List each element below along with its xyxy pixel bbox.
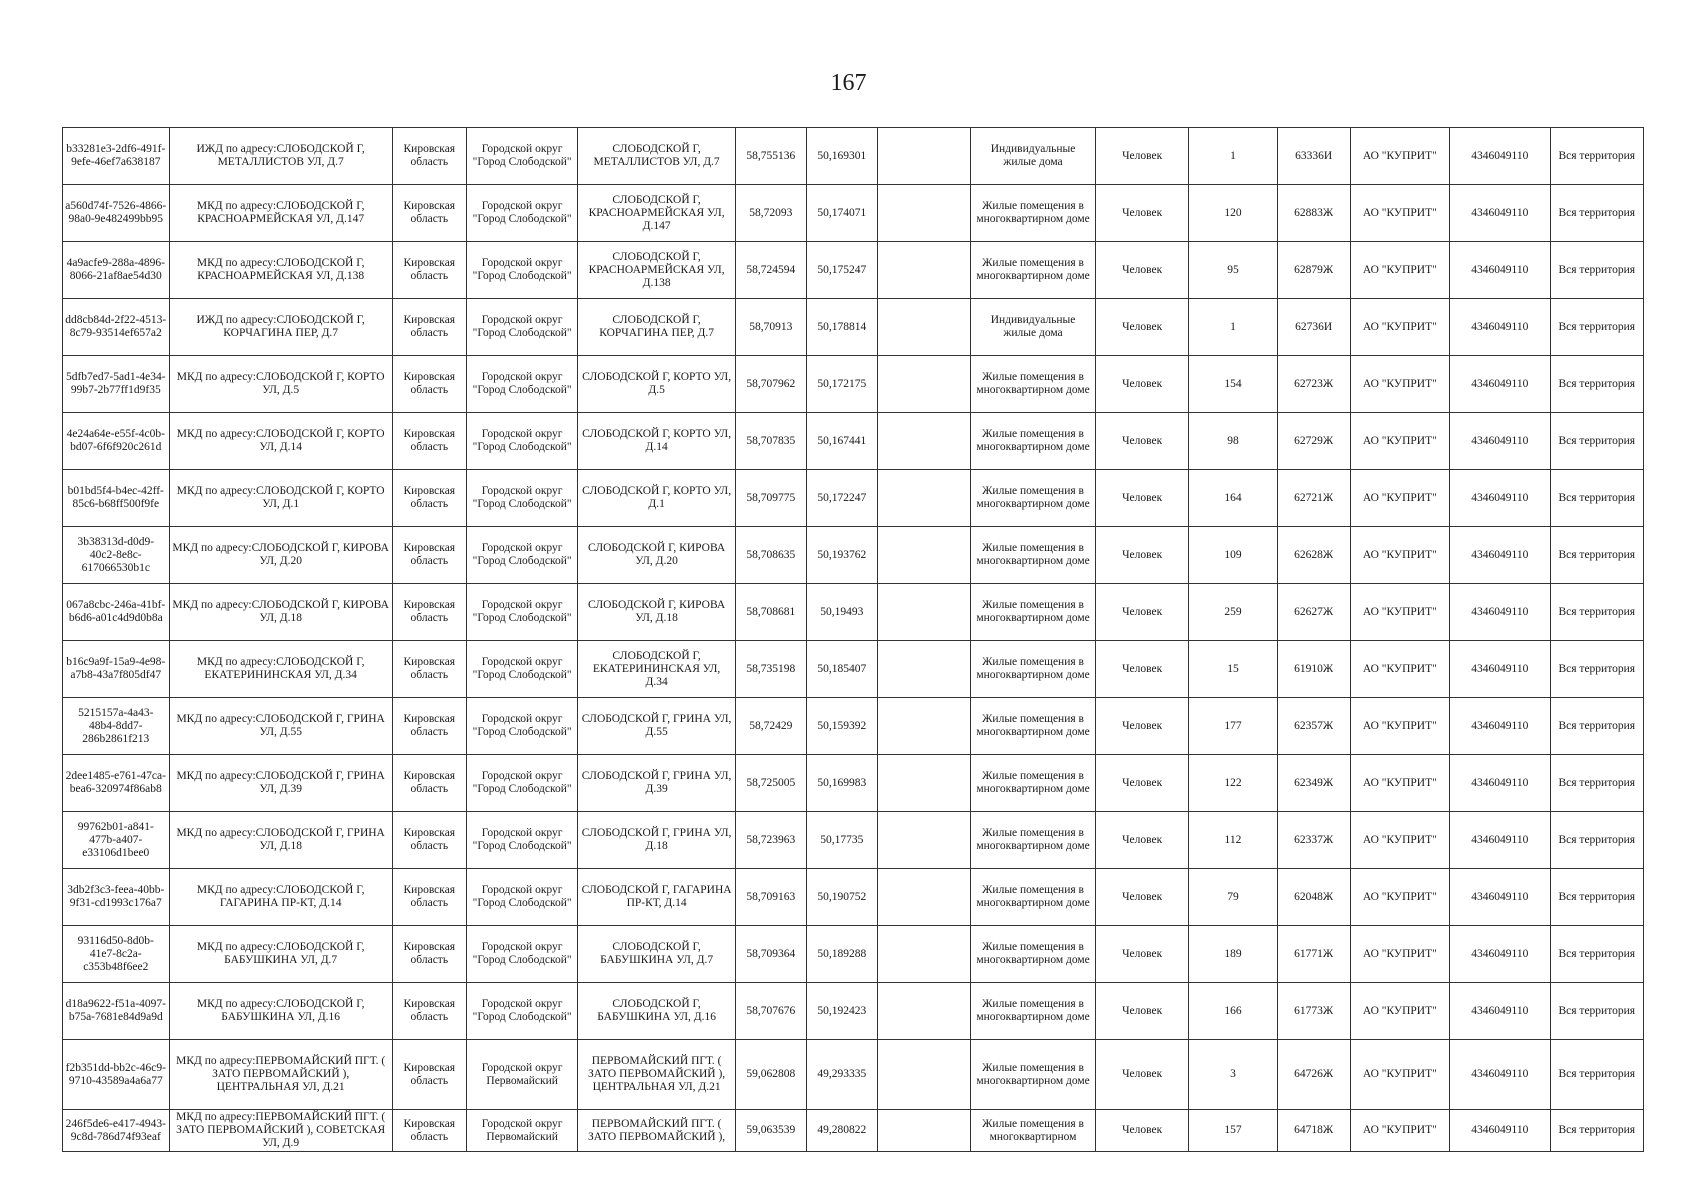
cell-address: ПЕРВОМАЙСКИЙ ПГТ. ( ЗАТО ПЕРВОМАЙСКИЙ ), bbox=[578, 1110, 735, 1152]
cell-inn: 4346049110 bbox=[1450, 983, 1550, 1040]
cell-municipality: Городской округ "Город Слободской" bbox=[466, 698, 578, 755]
cell-count: 15 bbox=[1189, 641, 1277, 698]
cell-territory: Вся территория bbox=[1550, 584, 1643, 641]
cell-address: СЛОБОДСКОЙ Г, БАБУШКИНА УЛ, Д.7 bbox=[578, 926, 735, 983]
cell-id: 5215157a-4a43-48b4-8dd7-286b2861f213 bbox=[63, 698, 170, 755]
cell-operator: АО "КУПРИТ" bbox=[1350, 413, 1449, 470]
cell-territory: Вся территория bbox=[1550, 1110, 1643, 1152]
cell-empty bbox=[877, 413, 970, 470]
cell-category: Жилые помещения в многоквартирном доме bbox=[971, 527, 1096, 584]
cell-object-name: МКД по адресу:СЛОБОДСКОЙ Г, ЕКАТЕРИНИНСКАЯ УЛ, Д.34 bbox=[169, 641, 392, 698]
cell-unit: Человек bbox=[1095, 869, 1188, 926]
cell-municipality: Городской округ "Город Слободской" bbox=[466, 983, 578, 1040]
cell-operator: АО "КУПРИТ" bbox=[1350, 698, 1449, 755]
cell-code: 62883Ж bbox=[1277, 185, 1350, 242]
cell-region: Кировская область bbox=[392, 356, 466, 413]
cell-longitude: 50,175247 bbox=[806, 242, 877, 299]
cell-object-name: МКД по адресу:ПЕРВОМАЙСКИЙ ПГТ. ( ЗАТО ПЕРВОМАЙСКИЙ ), СОВЕТСКАЯ УЛ, Д.9 bbox=[169, 1110, 392, 1152]
cell-code: 62729Ж bbox=[1277, 413, 1350, 470]
cell-id: 4e24a64e-e55f-4c0b-bd07-6f6f920c261d bbox=[63, 413, 170, 470]
cell-latitude: 58,709364 bbox=[735, 926, 806, 983]
cell-empty bbox=[877, 812, 970, 869]
table-row bbox=[63, 128, 1644, 185]
cell-code: 62723Ж bbox=[1277, 356, 1350, 413]
cell-empty bbox=[877, 641, 970, 698]
table-row bbox=[63, 1040, 1644, 1110]
cell-empty bbox=[877, 1110, 970, 1152]
cell-territory: Вся территория bbox=[1550, 356, 1643, 413]
cell-address: СЛОБОДСКОЙ Г, КРАСНОАРМЕЙСКАЯ УЛ, Д.138 bbox=[578, 242, 735, 299]
page-number: 167 bbox=[830, 70, 867, 96]
cell-empty bbox=[877, 128, 970, 185]
cell-empty bbox=[877, 755, 970, 812]
cell-longitude: 50,169301 bbox=[806, 128, 877, 185]
cell-code: 62628Ж bbox=[1277, 527, 1350, 584]
cell-code: 61773Ж bbox=[1277, 983, 1350, 1040]
cell-operator: АО "КУПРИТ" bbox=[1350, 812, 1449, 869]
cell-category: Жилые помещения в многоквартирном доме bbox=[971, 584, 1096, 641]
cell-region: Кировская область bbox=[392, 1040, 466, 1110]
cell-id: 246f5de6-e417-4943-9c8d-786d74f93eaf bbox=[63, 1110, 170, 1152]
cell-code: 64718Ж bbox=[1277, 1110, 1350, 1152]
table-row bbox=[63, 698, 1644, 755]
cell-region: Кировская область bbox=[392, 413, 466, 470]
cell-address: СЛОБОДСКОЙ Г, КРАСНОАРМЕЙСКАЯ УЛ, Д.147 bbox=[578, 185, 735, 242]
cell-object-name: МКД по адресу:СЛОБОДСКОЙ Г, КРАСНОАРМЕЙСКАЯ УЛ, Д.138 bbox=[169, 242, 392, 299]
cell-address: СЛОБОДСКОЙ Г, ГРИНА УЛ, Д.55 bbox=[578, 698, 735, 755]
cell-longitude: 50,172175 bbox=[806, 356, 877, 413]
table-body bbox=[63, 128, 1644, 1152]
cell-unit: Человек bbox=[1095, 527, 1188, 584]
registry-table bbox=[62, 127, 1644, 1152]
cell-count: 259 bbox=[1189, 584, 1277, 641]
cell-address: СЛОБОДСКОЙ Г, ГРИНА УЛ, Д.18 bbox=[578, 812, 735, 869]
cell-category: Жилые помещения в многоквартирном доме bbox=[971, 1040, 1096, 1110]
cell-empty bbox=[877, 869, 970, 926]
cell-region: Кировская область bbox=[392, 470, 466, 527]
cell-object-name: МКД по адресу:СЛОБОДСКОЙ Г, КОРТО УЛ, Д.5 bbox=[169, 356, 392, 413]
table-row bbox=[63, 584, 1644, 641]
cell-unit: Человек bbox=[1095, 1040, 1188, 1110]
cell-category: Жилые помещения в многоквартирном доме bbox=[971, 413, 1096, 470]
cell-category: Жилые помещения в многоквартирном доме bbox=[971, 926, 1096, 983]
cell-latitude: 58,725005 bbox=[735, 755, 806, 812]
cell-region: Кировская область bbox=[392, 755, 466, 812]
cell-region: Кировская область bbox=[392, 983, 466, 1040]
cell-id: b33281e3-2df6-491f-9efe-46ef7a638187 bbox=[63, 128, 170, 185]
cell-longitude: 50,178814 bbox=[806, 299, 877, 356]
cell-count: 1 bbox=[1189, 299, 1277, 356]
cell-longitude: 50,172247 bbox=[806, 470, 877, 527]
cell-operator: АО "КУПРИТ" bbox=[1350, 527, 1449, 584]
cell-latitude: 59,062808 bbox=[735, 1040, 806, 1110]
cell-id: b01bd5f4-b4ec-42ff-85c6-b68ff500f9fe bbox=[63, 470, 170, 527]
cell-longitude: 50,169983 bbox=[806, 755, 877, 812]
cell-code: 62627Ж bbox=[1277, 584, 1350, 641]
cell-region: Кировская область bbox=[392, 812, 466, 869]
cell-empty bbox=[877, 470, 970, 527]
cell-unit: Человек bbox=[1095, 983, 1188, 1040]
cell-region: Кировская область bbox=[392, 242, 466, 299]
cell-territory: Вся территория bbox=[1550, 299, 1643, 356]
cell-category: Жилые помещения в многоквартирном доме bbox=[971, 869, 1096, 926]
cell-object-name: МКД по адресу:СЛОБОДСКОЙ Г, КИРОВА УЛ, Д.20 bbox=[169, 527, 392, 584]
cell-inn: 4346049110 bbox=[1450, 470, 1550, 527]
cell-id: 99762b01-a841-477b-a407-e33106d1bee0 bbox=[63, 812, 170, 869]
cell-latitude: 58,724594 bbox=[735, 242, 806, 299]
table-row bbox=[63, 641, 1644, 698]
cell-latitude: 58,708681 bbox=[735, 584, 806, 641]
table-row bbox=[63, 299, 1644, 356]
cell-address: СЛОБОДСКОЙ Г, КОРЧАГИНА ПЕР, Д.7 bbox=[578, 299, 735, 356]
cell-id: 5dfb7ed7-5ad1-4e34-99b7-2b77ff1d9f35 bbox=[63, 356, 170, 413]
cell-empty bbox=[877, 926, 970, 983]
cell-latitude: 58,70913 bbox=[735, 299, 806, 356]
table-row bbox=[63, 983, 1644, 1040]
table-row bbox=[63, 185, 1644, 242]
cell-inn: 4346049110 bbox=[1450, 869, 1550, 926]
cell-municipality: Городской округ "Город Слободской" bbox=[466, 812, 578, 869]
cell-object-name: МКД по адресу:СЛОБОДСКОЙ Г, КОРТО УЛ, Д.1 bbox=[169, 470, 392, 527]
cell-category: Жилые помещения в многоквартирном bbox=[971, 1110, 1096, 1152]
cell-longitude: 50,159392 bbox=[806, 698, 877, 755]
cell-id: 93116d50-8d0b-41e7-8c2a-c353b48f6ee2 bbox=[63, 926, 170, 983]
cell-latitude: 58,755136 bbox=[735, 128, 806, 185]
cell-category: Жилые помещения в многоквартирном доме bbox=[971, 470, 1096, 527]
cell-operator: АО "КУПРИТ" bbox=[1350, 1110, 1449, 1152]
cell-object-name: МКД по адресу:СЛОБОДСКОЙ Г, ГРИНА УЛ, Д.55 bbox=[169, 698, 392, 755]
cell-object-name: МКД по адресу:СЛОБОДСКОЙ Г, ГРИНА УЛ, Д.18 bbox=[169, 812, 392, 869]
table-row bbox=[63, 1110, 1644, 1152]
cell-territory: Вся территория bbox=[1550, 812, 1643, 869]
cell-latitude: 58,72093 bbox=[735, 185, 806, 242]
cell-inn: 4346049110 bbox=[1450, 1110, 1550, 1152]
cell-code: 64726Ж bbox=[1277, 1040, 1350, 1110]
cell-region: Кировская область bbox=[392, 299, 466, 356]
cell-count: 177 bbox=[1189, 698, 1277, 755]
cell-longitude: 50,174071 bbox=[806, 185, 877, 242]
cell-code: 62879Ж bbox=[1277, 242, 1350, 299]
cell-operator: АО "КУПРИТ" bbox=[1350, 470, 1449, 527]
cell-address: СЛОБОДСКОЙ Г, ГРИНА УЛ, Д.39 bbox=[578, 755, 735, 812]
cell-longitude: 50,17735 bbox=[806, 812, 877, 869]
cell-territory: Вся территория bbox=[1550, 185, 1643, 242]
cell-empty bbox=[877, 242, 970, 299]
cell-id: d18a9622-f51a-4097-b75a-7681e84d9a9d bbox=[63, 983, 170, 1040]
cell-address: СЛОБОДСКОЙ Г, КОРТО УЛ, Д.5 bbox=[578, 356, 735, 413]
cell-code: 61910Ж bbox=[1277, 641, 1350, 698]
cell-unit: Человек bbox=[1095, 299, 1188, 356]
cell-count: 120 bbox=[1189, 185, 1277, 242]
table-row bbox=[63, 755, 1644, 812]
cell-latitude: 58,707962 bbox=[735, 356, 806, 413]
cell-municipality: Городской округ "Город Слободской" bbox=[466, 413, 578, 470]
cell-category: Жилые помещения в многоквартирном доме bbox=[971, 185, 1096, 242]
cell-longitude: 50,185407 bbox=[806, 641, 877, 698]
cell-municipality: Городской округ "Город Слободской" bbox=[466, 527, 578, 584]
cell-municipality: Городской округ "Город Слободской" bbox=[466, 128, 578, 185]
cell-object-name: ИЖД по адресу:СЛОБОДСКОЙ Г, КОРЧАГИНА ПЕР, Д.7 bbox=[169, 299, 392, 356]
cell-territory: Вся территория bbox=[1550, 242, 1643, 299]
cell-operator: АО "КУПРИТ" bbox=[1350, 185, 1449, 242]
table-row bbox=[63, 926, 1644, 983]
cell-region: Кировская область bbox=[392, 869, 466, 926]
cell-unit: Человек bbox=[1095, 356, 1188, 413]
cell-region: Кировская область bbox=[392, 1110, 466, 1152]
cell-count: 164 bbox=[1189, 470, 1277, 527]
cell-address: СЛОБОДСКОЙ Г, ГАГАРИНА ПР-КТ, Д.14 bbox=[578, 869, 735, 926]
cell-inn: 4346049110 bbox=[1450, 185, 1550, 242]
cell-code: 61771Ж bbox=[1277, 926, 1350, 983]
cell-municipality: Городской округ Первомайский bbox=[466, 1040, 578, 1110]
cell-empty bbox=[877, 983, 970, 1040]
cell-territory: Вся территория bbox=[1550, 698, 1643, 755]
cell-inn: 4346049110 bbox=[1450, 527, 1550, 584]
cell-latitude: 58,707835 bbox=[735, 413, 806, 470]
cell-empty bbox=[877, 527, 970, 584]
cell-count: 79 bbox=[1189, 869, 1277, 926]
cell-operator: АО "КУПРИТ" bbox=[1350, 356, 1449, 413]
cell-inn: 4346049110 bbox=[1450, 698, 1550, 755]
cell-code: 62349Ж bbox=[1277, 755, 1350, 812]
table-row bbox=[63, 527, 1644, 584]
cell-operator: АО "КУПРИТ" bbox=[1350, 926, 1449, 983]
cell-operator: АО "КУПРИТ" bbox=[1350, 1040, 1449, 1110]
cell-municipality: Городской округ "Город Слободской" bbox=[466, 185, 578, 242]
cell-latitude: 58,72429 bbox=[735, 698, 806, 755]
table-row bbox=[63, 812, 1644, 869]
cell-object-name: МКД по адресу:СЛОБОДСКОЙ Г, ГРИНА УЛ, Д.39 bbox=[169, 755, 392, 812]
cell-category: Жилые помещения в многоквартирном доме bbox=[971, 641, 1096, 698]
cell-unit: Человек bbox=[1095, 584, 1188, 641]
cell-count: 95 bbox=[1189, 242, 1277, 299]
cell-address: СЛОБОДСКОЙ Г, КОРТО УЛ, Д.14 bbox=[578, 413, 735, 470]
cell-inn: 4346049110 bbox=[1450, 413, 1550, 470]
cell-object-name: МКД по адресу:СЛОБОДСКОЙ Г, КРАСНОАРМЕЙСКАЯ УЛ, Д.147 bbox=[169, 185, 392, 242]
cell-empty bbox=[877, 584, 970, 641]
cell-code: 62337Ж bbox=[1277, 812, 1350, 869]
cell-address: СЛОБОДСКОЙ Г, КОРТО УЛ, Д.1 bbox=[578, 470, 735, 527]
cell-municipality: Городской округ "Город Слободской" bbox=[466, 869, 578, 926]
cell-category: Жилые помещения в многоквартирном доме bbox=[971, 755, 1096, 812]
cell-object-name: МКД по адресу:СЛОБОДСКОЙ Г, КИРОВА УЛ, Д.18 bbox=[169, 584, 392, 641]
cell-unit: Человек bbox=[1095, 698, 1188, 755]
cell-operator: АО "КУПРИТ" bbox=[1350, 869, 1449, 926]
cell-code: 62736И bbox=[1277, 299, 1350, 356]
cell-longitude: 50,189288 bbox=[806, 926, 877, 983]
cell-address: СЛОБОДСКОЙ Г, ЕКАТЕРИНИНСКАЯ УЛ, Д.34 bbox=[578, 641, 735, 698]
cell-longitude: 50,167441 bbox=[806, 413, 877, 470]
cell-municipality: Городской округ "Город Слободской" bbox=[466, 755, 578, 812]
cell-inn: 4346049110 bbox=[1450, 755, 1550, 812]
cell-latitude: 59,063539 bbox=[735, 1110, 806, 1152]
cell-category: Жилые помещения в многоквартирном доме bbox=[971, 812, 1096, 869]
cell-region: Кировская область bbox=[392, 584, 466, 641]
cell-longitude: 49,280822 bbox=[806, 1110, 877, 1152]
cell-address: ПЕРВОМАЙСКИЙ ПГТ. ( ЗАТО ПЕРВОМАЙСКИЙ ), ЦЕНТРАЛЬНАЯ УЛ, Д.21 bbox=[578, 1040, 735, 1110]
cell-count: 166 bbox=[1189, 983, 1277, 1040]
cell-category: Жилые помещения в многоквартирном доме bbox=[971, 356, 1096, 413]
cell-municipality: Городской округ Первомайский bbox=[466, 1110, 578, 1152]
cell-region: Кировская область bbox=[392, 185, 466, 242]
cell-count: 154 bbox=[1189, 356, 1277, 413]
cell-count: 189 bbox=[1189, 926, 1277, 983]
cell-object-name: МКД по адресу:СЛОБОДСКОЙ Г, БАБУШКИНА УЛ, Д.7 bbox=[169, 926, 392, 983]
cell-unit: Человек bbox=[1095, 812, 1188, 869]
cell-municipality: Городской округ "Город Слободской" bbox=[466, 470, 578, 527]
cell-operator: АО "КУПРИТ" bbox=[1350, 242, 1449, 299]
cell-territory: Вся территория bbox=[1550, 983, 1643, 1040]
cell-code: 62357Ж bbox=[1277, 698, 1350, 755]
cell-category: Индивидуальные жилые дома bbox=[971, 299, 1096, 356]
table-row bbox=[63, 869, 1644, 926]
cell-unit: Человек bbox=[1095, 641, 1188, 698]
cell-inn: 4346049110 bbox=[1450, 356, 1550, 413]
cell-empty bbox=[877, 299, 970, 356]
cell-territory: Вся территория bbox=[1550, 641, 1643, 698]
cell-region: Кировская область bbox=[392, 698, 466, 755]
cell-region: Кировская область bbox=[392, 926, 466, 983]
cell-region: Кировская область bbox=[392, 128, 466, 185]
cell-unit: Человек bbox=[1095, 128, 1188, 185]
cell-unit: Человек bbox=[1095, 926, 1188, 983]
cell-object-name: МКД по адресу:СЛОБОДСКОЙ Г, КОРТО УЛ, Д.14 bbox=[169, 413, 392, 470]
cell-territory: Вся территория bbox=[1550, 128, 1643, 185]
cell-id: dd8cb84d-2f22-4513-8c79-93514ef657a2 bbox=[63, 299, 170, 356]
cell-unit: Человек bbox=[1095, 242, 1188, 299]
cell-longitude: 50,193762 bbox=[806, 527, 877, 584]
cell-count: 157 bbox=[1189, 1110, 1277, 1152]
cell-territory: Вся территория bbox=[1550, 470, 1643, 527]
cell-municipality: Городской округ "Город Слободской" bbox=[466, 926, 578, 983]
cell-id: 4a9acfe9-288a-4896-8066-21af8ae54d30 bbox=[63, 242, 170, 299]
cell-inn: 4346049110 bbox=[1450, 242, 1550, 299]
table-row bbox=[63, 413, 1644, 470]
cell-longitude: 50,192423 bbox=[806, 983, 877, 1040]
cell-inn: 4346049110 bbox=[1450, 1040, 1550, 1110]
cell-latitude: 58,708635 bbox=[735, 527, 806, 584]
cell-longitude: 49,293335 bbox=[806, 1040, 877, 1110]
cell-operator: АО "КУПРИТ" bbox=[1350, 755, 1449, 812]
cell-id: 3b38313d-d0d9-40c2-8e8c-617066530b1c bbox=[63, 527, 170, 584]
cell-category: Жилые помещения в многоквартирном доме bbox=[971, 983, 1096, 1040]
cell-count: 98 bbox=[1189, 413, 1277, 470]
cell-code: 62721Ж bbox=[1277, 470, 1350, 527]
cell-region: Кировская область bbox=[392, 641, 466, 698]
cell-code: 62048Ж bbox=[1277, 869, 1350, 926]
cell-address: СЛОБОДСКОЙ Г, КИРОВА УЛ, Д.20 bbox=[578, 527, 735, 584]
cell-count: 3 bbox=[1189, 1040, 1277, 1110]
cell-empty bbox=[877, 698, 970, 755]
cell-category: Индивидуальные жилые дома bbox=[971, 128, 1096, 185]
cell-municipality: Городской округ "Город Слободской" bbox=[466, 584, 578, 641]
cell-object-name: МКД по адресу:СЛОБОДСКОЙ Г, БАБУШКИНА УЛ, Д.16 bbox=[169, 983, 392, 1040]
cell-territory: Вся территория bbox=[1550, 869, 1643, 926]
cell-id: 2dee1485-e761-47ca-bea6-320974f86ab8 bbox=[63, 755, 170, 812]
cell-operator: АО "КУПРИТ" bbox=[1350, 641, 1449, 698]
cell-longitude: 50,19493 bbox=[806, 584, 877, 641]
cell-operator: АО "КУПРИТ" bbox=[1350, 128, 1449, 185]
cell-latitude: 58,709163 bbox=[735, 869, 806, 926]
cell-municipality: Городской округ "Город Слободской" bbox=[466, 356, 578, 413]
cell-region: Кировская область bbox=[392, 527, 466, 584]
cell-territory: Вся территория bbox=[1550, 527, 1643, 584]
cell-category: Жилые помещения в многоквартирном доме bbox=[971, 242, 1096, 299]
cell-municipality: Городской округ "Город Слободской" bbox=[466, 299, 578, 356]
cell-address: СЛОБОДСКОЙ Г, МЕТАЛЛИСТОВ УЛ, Д.7 bbox=[578, 128, 735, 185]
cell-empty bbox=[877, 1040, 970, 1110]
cell-count: 112 bbox=[1189, 812, 1277, 869]
cell-category: Жилые помещения в многоквартирном доме bbox=[971, 698, 1096, 755]
cell-inn: 4346049110 bbox=[1450, 926, 1550, 983]
table-row bbox=[63, 470, 1644, 527]
cell-latitude: 58,707676 bbox=[735, 983, 806, 1040]
cell-operator: АО "КУПРИТ" bbox=[1350, 299, 1449, 356]
cell-object-name: ИЖД по адресу:СЛОБОДСКОЙ Г, МЕТАЛЛИСТОВ УЛ, Д.7 bbox=[169, 128, 392, 185]
cell-municipality: Городской округ "Город Слободской" bbox=[466, 641, 578, 698]
cell-inn: 4346049110 bbox=[1450, 128, 1550, 185]
cell-inn: 4346049110 bbox=[1450, 299, 1550, 356]
cell-municipality: Городской округ "Город Слободской" bbox=[466, 242, 578, 299]
cell-operator: АО "КУПРИТ" bbox=[1350, 584, 1449, 641]
cell-latitude: 58,709775 bbox=[735, 470, 806, 527]
cell-inn: 4346049110 bbox=[1450, 812, 1550, 869]
cell-unit: Человек bbox=[1095, 470, 1188, 527]
cell-address: СЛОБОДСКОЙ Г, КИРОВА УЛ, Д.18 bbox=[578, 584, 735, 641]
cell-unit: Человек bbox=[1095, 185, 1188, 242]
cell-object-name: МКД по адресу:ПЕРВОМАЙСКИЙ ПГТ. ( ЗАТО ПЕРВОМАЙСКИЙ ), ЦЕНТРАЛЬНАЯ УЛ, Д.21 bbox=[169, 1040, 392, 1110]
cell-territory: Вся территория bbox=[1550, 926, 1643, 983]
cell-territory: Вся территория bbox=[1550, 413, 1643, 470]
cell-inn: 4346049110 bbox=[1450, 584, 1550, 641]
cell-latitude: 58,735198 bbox=[735, 641, 806, 698]
cell-operator: АО "КУПРИТ" bbox=[1350, 983, 1449, 1040]
cell-id: 067a8cbc-246a-41bf-b6d6-a01c4d9d0b8a bbox=[63, 584, 170, 641]
table-row bbox=[63, 356, 1644, 413]
cell-address: СЛОБОДСКОЙ Г, БАБУШКИНА УЛ, Д.16 bbox=[578, 983, 735, 1040]
cell-latitude: 58,723963 bbox=[735, 812, 806, 869]
cell-count: 122 bbox=[1189, 755, 1277, 812]
cell-empty bbox=[877, 185, 970, 242]
cell-id: b16c9a9f-15a9-4e98-a7b8-43a7f805df47 bbox=[63, 641, 170, 698]
cell-count: 1 bbox=[1189, 128, 1277, 185]
cell-object-name: МКД по адресу:СЛОБОДСКОЙ Г, ГАГАРИНА ПР-КТ, Д.14 bbox=[169, 869, 392, 926]
cell-territory: Вся территория bbox=[1550, 755, 1643, 812]
cell-id: f2b351dd-bb2c-46c9-9710-43589a4a6a77 bbox=[63, 1040, 170, 1110]
cell-unit: Человек bbox=[1095, 413, 1188, 470]
cell-id: a560d74f-7526-4866-98a0-9e482499bb95 bbox=[63, 185, 170, 242]
cell-inn: 4346049110 bbox=[1450, 641, 1550, 698]
cell-longitude: 50,190752 bbox=[806, 869, 877, 926]
cell-unit: Человек bbox=[1095, 755, 1188, 812]
cell-id: 3db2f3c3-feea-40bb-9f31-cd1993c176a7 bbox=[63, 869, 170, 926]
cell-unit: Человек bbox=[1095, 1110, 1188, 1152]
table-row bbox=[63, 242, 1644, 299]
cell-territory: Вся территория bbox=[1550, 1040, 1643, 1110]
cell-code: 63336И bbox=[1277, 128, 1350, 185]
cell-empty bbox=[877, 356, 970, 413]
cell-count: 109 bbox=[1189, 527, 1277, 584]
